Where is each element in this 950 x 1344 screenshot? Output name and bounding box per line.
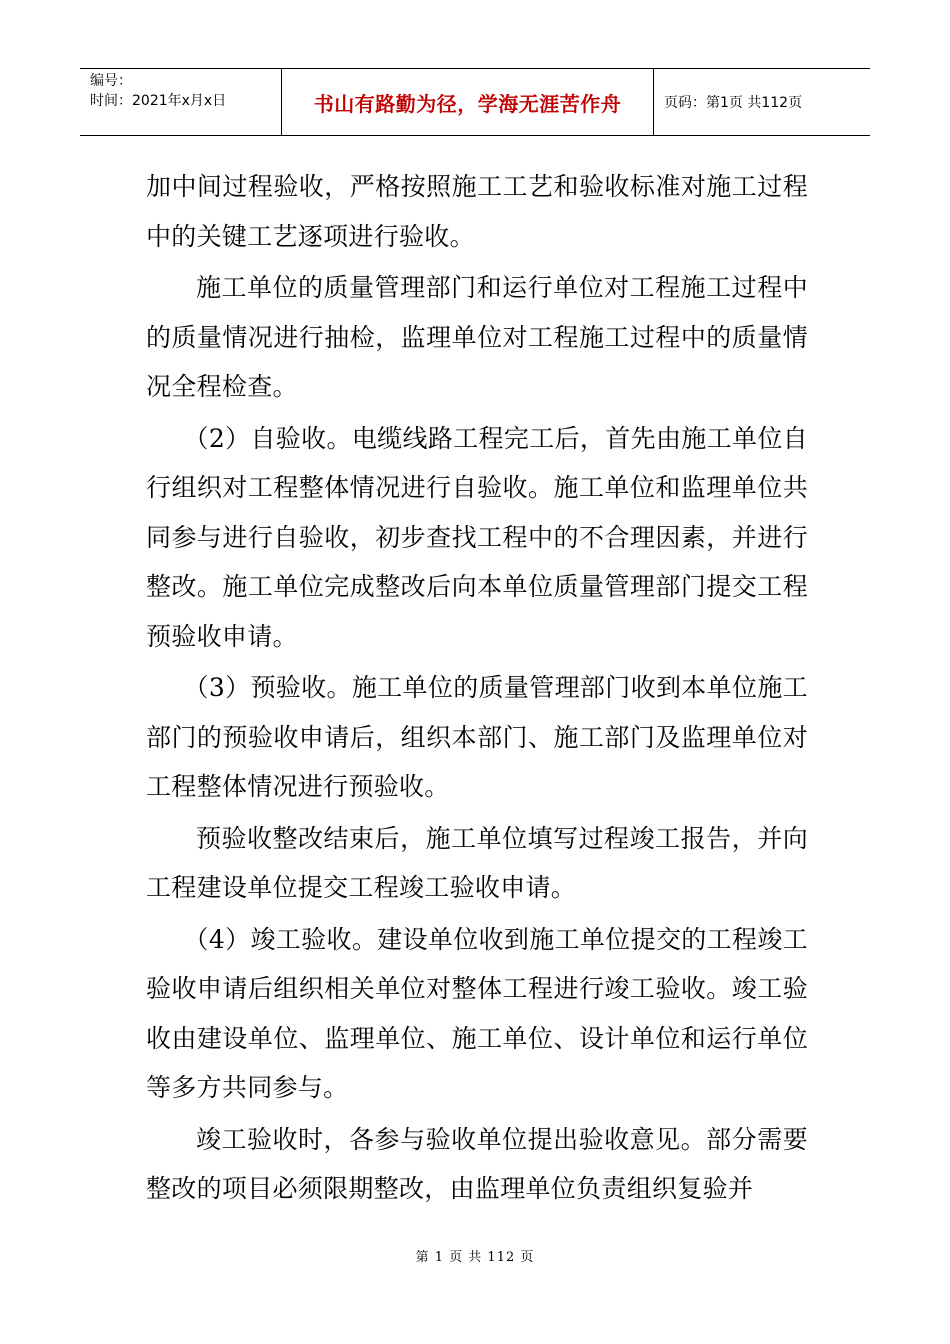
paragraph: （3）预验收。施工单位的质量管理部门收到本单位施工部门的预验收申请后，组织本部门、施工部门及监理单位对工程整体情况进行预验收。 (146, 673, 808, 801)
paragraph: 竣工验收时，各参与验收单位提出验收意见。部分需要整改的项目必须限期整改，由监理单位负责组织复验并 (146, 1124, 808, 1203)
time-label: 时间：2021年x月x日 (90, 93, 227, 109)
paragraph: （4）竣工验收。建设单位收到施工单位提交的工程竣工验收申请后组织相关单位对整体工程进行竣工验收。竣工验收由建设单位、监理单位、施工单位、设计单位和运行单位等多方共同参与。 (146, 924, 808, 1102)
paragraph: 加中间过程验收，严格按照施工工艺和验收标准对施工过程中的关键工艺逐项进行验收。 (146, 172, 808, 251)
paragraph: 施工单位的质量管理部门和运行单位对工程施工过程中的质量情况进行抽检，监理单位对工程施工过程中的质量情况全程检查。 (146, 273, 808, 401)
number-label: 编号： (90, 73, 132, 89)
paragraph: （2）自验收。电缆线路工程完工后，首先由施工单位自行组织对工程整体情况进行自验收。施工单位和监理单位共同参与进行自验收，初步查找工程中的不合理因素，并进行整改。施工单位完成整改后向本单位质量管理部门提交工程预验收申请。 (146, 423, 808, 651)
header-meta (80, 69, 282, 135)
header-motto: 书山有路勤为径，学海无涯苦作舟 (282, 69, 654, 135)
document-body (146, 162, 808, 1214)
header-page-info: 页码：第1页 共112页 (664, 95, 803, 111)
page-footer: 第 1 页 共 112 页 (415, 1250, 535, 1265)
paragraph: 预验收整改结束后，施工单位填写过程竣工报告，并向工程建设单位提交工程竣工验收申请。 (146, 823, 808, 902)
page-header (80, 68, 870, 136)
